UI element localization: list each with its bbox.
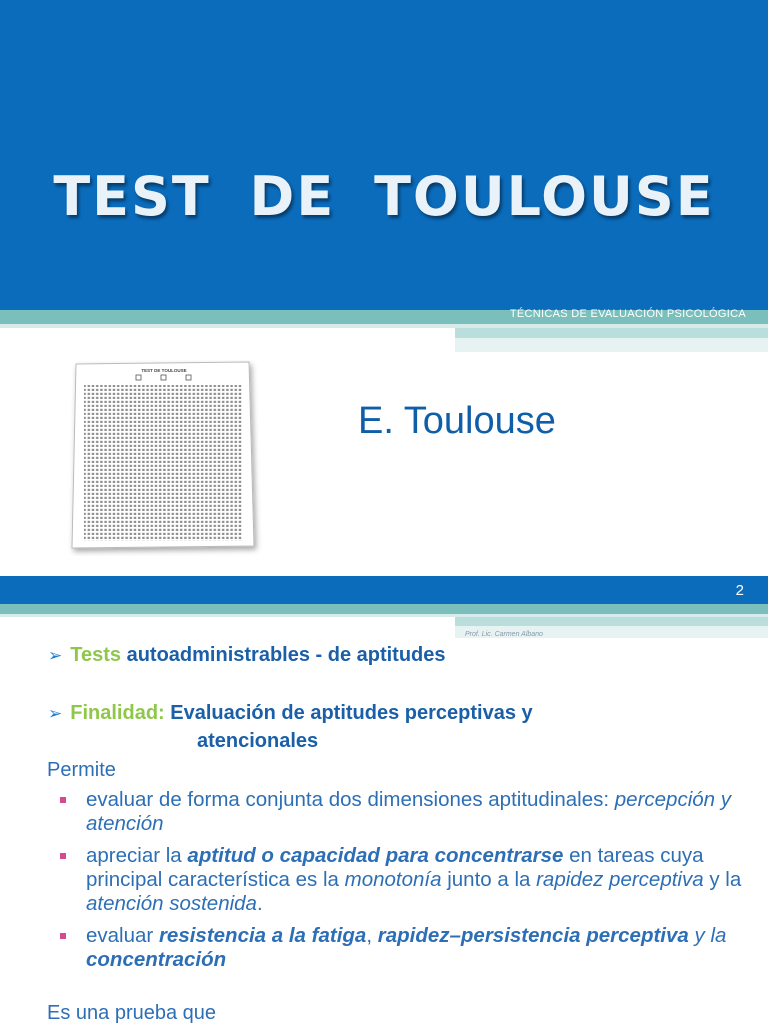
bullet-finalidad: [48, 702, 533, 725]
page-number: 2: [735, 582, 744, 599]
tests-text: autoadministrables - de aptitudes: [126, 644, 446, 666]
arrow-bullet-icon: ➢: [48, 704, 63, 723]
tests-label: Tests: [70, 644, 122, 666]
list-item: apreciar la aptitud o capacidad para concentrarse en tareas cuya principal característica es la monotonía junto a la rapidez perceptiva y la atención sostenida.: [58, 844, 748, 916]
professor-credit: Prof. Lic. Carmen Albano: [465, 631, 543, 638]
course-subtitle: TÉCNICAS DE EVALUACIÓN PSICOLÓGICA: [509, 308, 746, 320]
list-item: evaluar de forma conjunta dos dimensiones aptitudinales: percepción y atención: [58, 788, 748, 836]
aptitude-list: [58, 788, 748, 980]
title-slide-header: [0, 0, 768, 310]
divider-band: [455, 328, 768, 338]
finalidad-text-line1: Evaluación de aptitudes perceptivas y: [170, 702, 533, 724]
test-sheet-image: [66, 360, 276, 556]
author-name: E. Toulouse: [358, 400, 556, 442]
closing-text: Es una prueba que: [47, 1002, 217, 1024]
list-item: evaluar resistencia a la fatiga, rapidez–persistencia perceptiva y la concentración: [58, 924, 748, 972]
page-title: TEST DE TOULOUSE: [53, 165, 715, 228]
permite-label: Permite: [47, 759, 116, 781]
finalidad-text-line2: atencionales: [197, 730, 319, 752]
arrow-bullet-icon: ➢: [48, 646, 63, 665]
finalidad-label: Finalidad:: [70, 702, 165, 724]
square-bullet-icon: [60, 853, 66, 859]
bullet-tests: [48, 644, 446, 667]
square-bullet-icon: [60, 797, 66, 803]
slide-header-bar: [0, 576, 768, 604]
divider-band: [455, 617, 768, 626]
sheet-heading: TEST DE TOULOUSE: [141, 368, 187, 373]
square-bullet-icon: [60, 933, 66, 939]
divider-band: [455, 338, 768, 352]
divider-band: [0, 604, 768, 614]
